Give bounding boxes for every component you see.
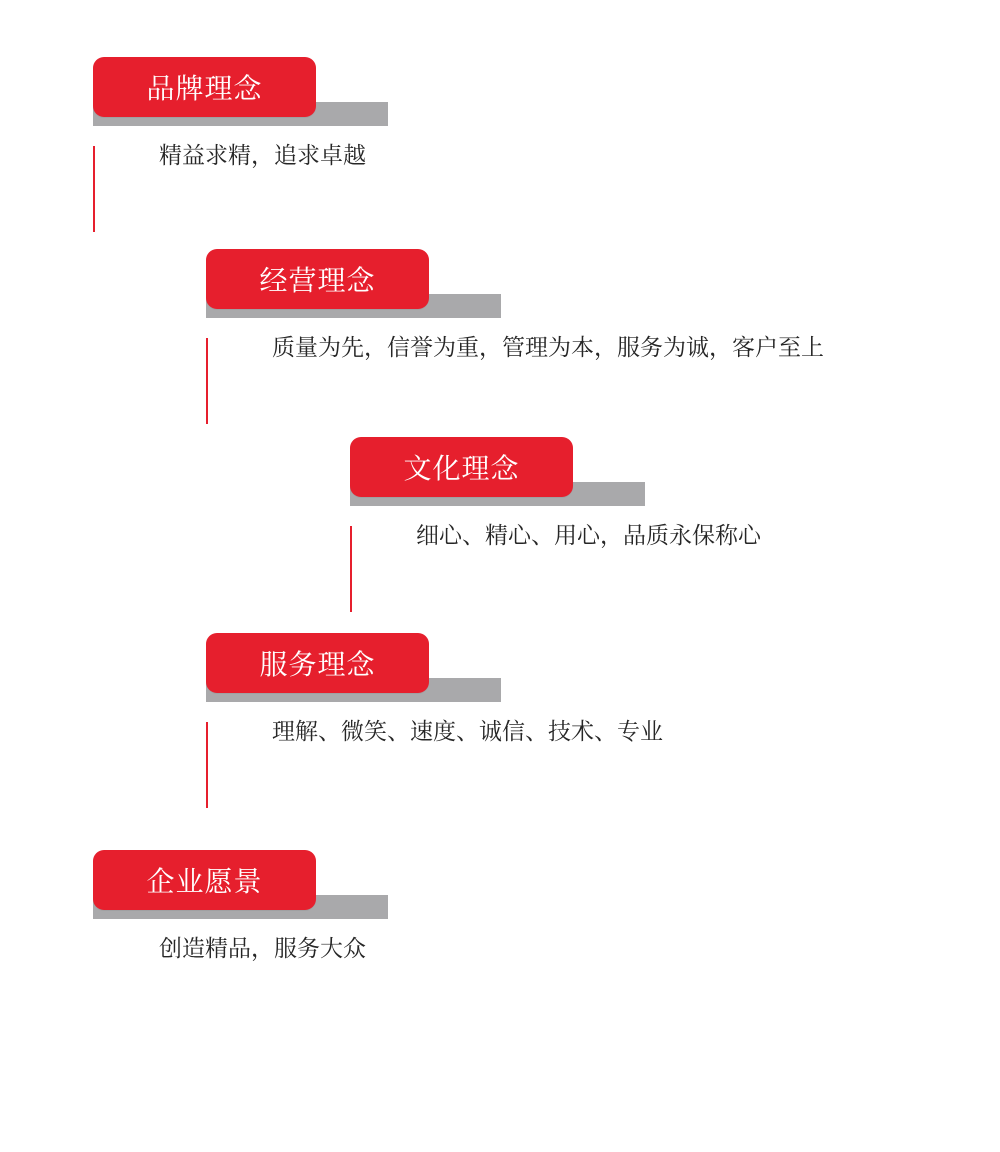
section-business-concept [206, 249, 1000, 449]
heading-red-tab: 文化理念 [350, 437, 573, 497]
section-description: 质量为先，信誉为重，管理为本，服务为诚，客户至上 [272, 335, 824, 361]
heading-red-tab: 企业愿景 [93, 850, 316, 910]
section-heading [206, 249, 501, 319]
section-description: 创造精品，服务大众 [159, 936, 366, 962]
section-description: 精益求精，追求卓越 [159, 143, 366, 169]
heading-red-tab: 品牌理念 [93, 57, 316, 117]
section-heading [93, 57, 388, 127]
vertical-red-line [93, 146, 95, 232]
section-heading [206, 633, 501, 703]
vertical-red-line [206, 338, 208, 424]
section-description: 细心、精心、用心，品质永保称心 [416, 523, 761, 549]
heading-red-tab: 服务理念 [206, 633, 429, 693]
heading-red-tab: 经营理念 [206, 249, 429, 309]
section-heading [93, 850, 388, 920]
section-description: 理解、微笑、速度、诚信、技术、专业 [272, 719, 663, 745]
section-brand-concept [93, 57, 893, 257]
section-corporate-vision [93, 850, 893, 1050]
section-heading [350, 437, 645, 507]
vertical-red-line [206, 722, 208, 808]
section-culture-concept [350, 437, 1000, 637]
vertical-red-line [350, 526, 352, 612]
section-service-concept [206, 633, 1000, 833]
